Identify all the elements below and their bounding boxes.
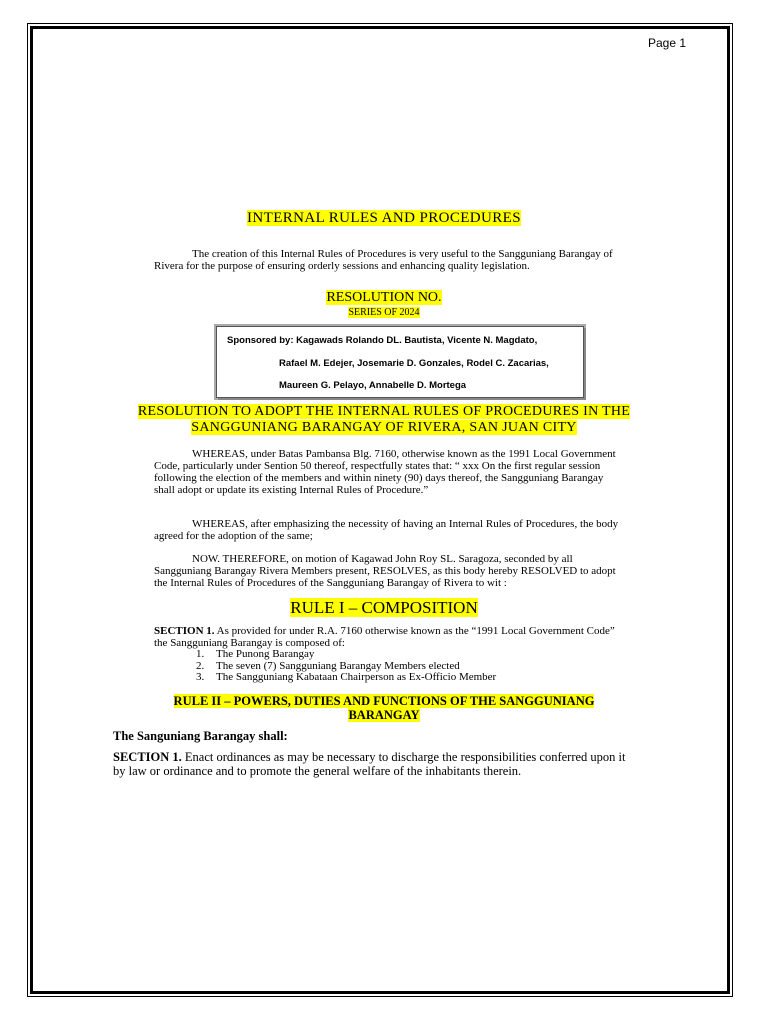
page-number: Page 1	[648, 36, 687, 50]
now-therefore-paragraph: NOW. THEREFORE, on motion of Kagawad John Roy SL. Saragoza, seconded by all Sangguniang Barangay Rivera Members present, RESOLVES, as this body hereby RESOLVED to adopt the Internal Rules of Procedures of the Sangguniang Barangay of Rivera to wit :	[154, 553, 616, 589]
sponsors-box	[216, 326, 584, 398]
whereas-paragraph-1: WHEREAS, under Batas Pambansa Blg. 7160, otherwise known as the 1991 Local Government Code, particularly under Sention 50 thereof, respectfully states that: “ xxx On the first regular session following the election of the members and within ninety (90) days thereof, the Sangguniang Barangay shall adopt or update its existing Internal Rules of Procedure.”	[154, 448, 616, 496]
list-item: 2. The seven (7) Sangguniang Barangay Members elected	[196, 659, 460, 672]
whereas-paragraph-2: WHEREAS, after emphasizing the necessity of having an Internal Rules of Procedures, the body agreed for the adoption of the same;	[154, 518, 619, 542]
rule-1-title	[100, 598, 668, 618]
rule-1-section-text: As provided for under R.A. 7160 otherwise known as the “1991 Local Government Code” the Sangguniang Barangay is composed of:	[154, 625, 615, 649]
resolution-title-line-2: SANGGUNIANG BARANGAY OF RIVERA, SAN JUAN CITY	[191, 420, 577, 435]
resolution-title-line-1: RESOLUTION TO ADOPT THE INTERNAL RULES OF PROCEDURES IN THE	[137, 404, 631, 419]
rule-2-title	[100, 694, 668, 722]
resolution-number	[100, 291, 668, 305]
document-title	[100, 210, 668, 227]
rule-1-title-text: RULE I – COMPOSITION	[290, 598, 478, 617]
resolution-title	[100, 404, 668, 436]
sponsors-line-2: Rafael M. Edejer, Josemarie D. Gonzales, Rodel C. Zacarias,	[279, 358, 549, 369]
series-year	[100, 307, 668, 318]
rule-2-title-line-1: RULE II – POWERS, DUTIES AND FUNCTIONS OF THE SANGGUNIANG	[173, 694, 595, 708]
document-title-text: INTERNAL RULES AND PROCEDURES	[247, 210, 521, 226]
list-item: 3. The Sangguniang Kabataan Chairperson as Ex-Officio Member	[196, 671, 497, 683]
rule-2-section-label: SECTION 1.	[113, 750, 182, 764]
series-year-text: SERIES OF 2024	[348, 307, 420, 318]
intro-paragraph: The creation of this Internal Rules of Procedures is very useful to the Sangguniang Barangay of Rivera for the purpose of ensuring orderly sessions and enhancing quality legislation.	[154, 248, 613, 272]
composition-list	[196, 649, 496, 684]
rule-2-section-1	[113, 751, 633, 778]
rule-2-section-text: Enact ordinances as may be necessary to discharge the responsibilities conferred upon it by law or ordinance and to promote the general welfare of the inhabitants therein.	[113, 750, 626, 778]
rule-2-title-line-2: BARANGAY	[348, 708, 420, 722]
sponsors-line-1: Sponsored by: Kagawads Rolando DL. Bautista, Vicente N. Magdato,	[227, 335, 538, 346]
resolution-number-text: RESOLUTION NO.	[326, 290, 442, 305]
sponsors-line-3: Maureen G. Pelayo, Annabelle D. Mortega	[279, 380, 467, 391]
list-item: 1. The Punong Barangay	[196, 648, 315, 660]
rule-2-lead: The Sanguniang Barangay shall:	[113, 729, 288, 743]
rule-1-section-label: SECTION 1.	[154, 625, 215, 637]
rule-1-section-1	[154, 625, 624, 649]
page-border	[30, 26, 730, 994]
